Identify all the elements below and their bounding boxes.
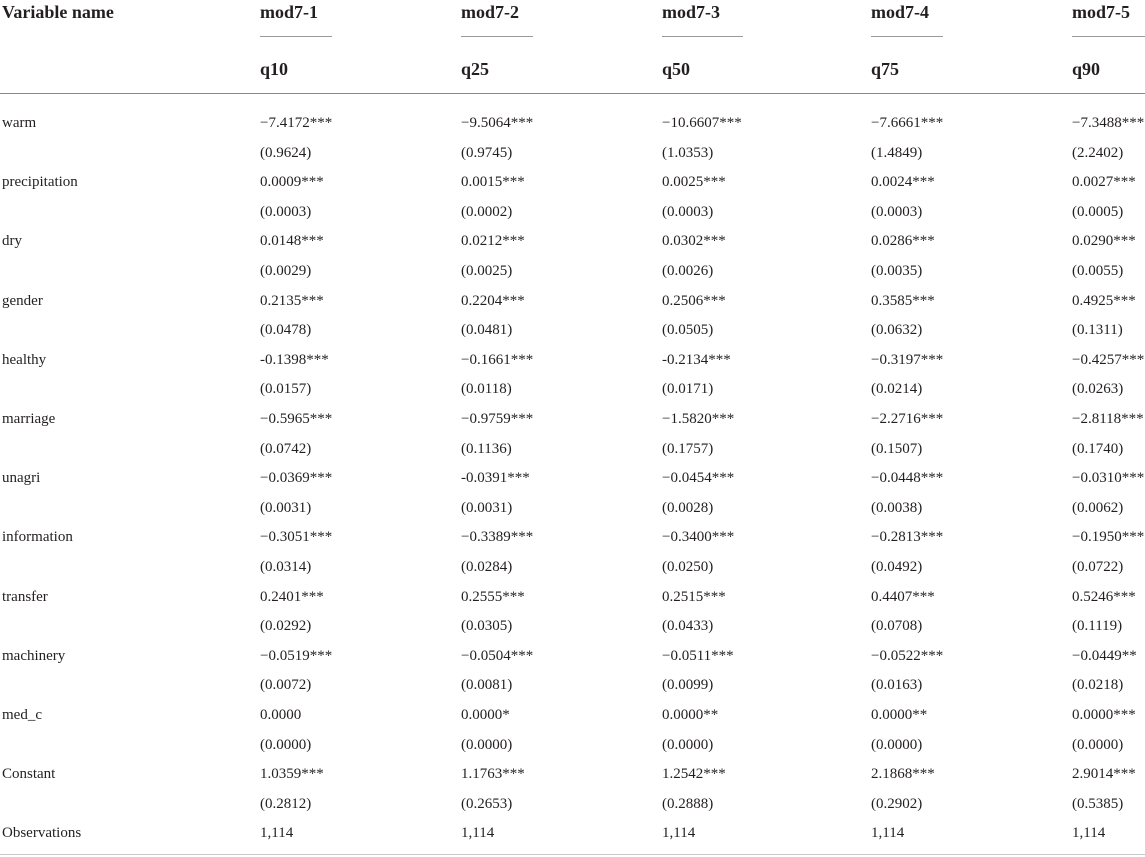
se-cell: (0.0492) xyxy=(871,559,923,575)
se-cell: (0.2902) xyxy=(871,796,923,812)
se-cell: (0.0035) xyxy=(871,263,923,279)
coef-cell: −0.4257*** xyxy=(1072,352,1145,368)
coef-cell: 0.0148*** xyxy=(260,233,324,249)
se-cell: (0.0171) xyxy=(662,381,714,397)
se-cell: (0.0003) xyxy=(260,204,312,220)
coef-cell: −0.0511*** xyxy=(662,648,734,664)
coef-cell: 0.0286*** xyxy=(871,233,935,249)
se-cell: (0.0263) xyxy=(1072,381,1124,397)
coef-cell: −1.5820*** xyxy=(662,411,735,427)
se-cell: (2.2402) xyxy=(1072,145,1124,161)
se-cell: (0.0433) xyxy=(662,618,714,634)
row-label: warm xyxy=(2,115,37,131)
coef-cell: −0.0448*** xyxy=(871,470,944,486)
coef-cell: −0.3197*** xyxy=(871,352,944,368)
quantile-header-1: q10 xyxy=(260,59,289,79)
se-cell: (0.0025) xyxy=(461,263,513,279)
se-cell: (0.0218) xyxy=(1072,677,1124,693)
coef-cell: −0.3389*** xyxy=(461,529,534,545)
row-label: Constant xyxy=(2,766,56,782)
se-cell: (0.0005) xyxy=(1072,204,1124,220)
model-header-2: mod7-2 xyxy=(461,2,519,22)
coef-cell: 0.4407*** xyxy=(871,589,935,605)
coef-cell: 0.0027*** xyxy=(1072,174,1136,190)
coef-cell: 0.2401*** xyxy=(260,589,324,605)
se-cell: (0.0000) xyxy=(662,737,714,753)
se-cell: (0.0038) xyxy=(871,500,923,516)
coef-cell: 0.4925*** xyxy=(1072,293,1136,309)
coef-cell: 1,114 xyxy=(461,825,495,841)
se-cell: (0.0284) xyxy=(461,559,513,575)
coef-cell: 0.0212*** xyxy=(461,233,525,249)
coef-cell: 1,114 xyxy=(260,825,294,841)
model-header-5: mod7-5 xyxy=(1072,2,1130,22)
se-cell: (0.1311) xyxy=(1072,322,1123,338)
se-cell: (0.0214) xyxy=(871,381,923,397)
coef-cell: −0.0504*** xyxy=(461,648,534,664)
row-label: transfer xyxy=(2,589,48,605)
se-cell: (0.0062) xyxy=(1072,500,1124,516)
row-label: machinery xyxy=(2,648,66,664)
se-cell: (0.0722) xyxy=(1072,559,1124,575)
se-cell: (0.0632) xyxy=(871,322,923,338)
se-cell: (0.0099) xyxy=(662,677,714,693)
se-cell: (0.0000) xyxy=(260,737,312,753)
coef-cell: −0.0522*** xyxy=(871,648,944,664)
se-cell: (0.0314) xyxy=(260,559,312,575)
se-cell: (0.2812) xyxy=(260,796,312,812)
coef-cell: −0.0369*** xyxy=(260,470,333,486)
coef-cell: 0.0015*** xyxy=(461,174,525,190)
se-cell: (0.0000) xyxy=(461,737,513,753)
se-cell: (0.0118) xyxy=(461,381,512,397)
coef-cell: 0.2135*** xyxy=(260,293,324,309)
row-label: unagri xyxy=(2,470,41,486)
coef-cell: −0.0310*** xyxy=(1072,470,1145,486)
se-cell: (0.0481) xyxy=(461,322,513,338)
se-cell: (0.0000) xyxy=(1072,737,1124,753)
coef-cell: 0.0009*** xyxy=(260,174,324,190)
coef-cell: 0.0000*** xyxy=(1072,707,1136,723)
se-cell: (0.0003) xyxy=(662,204,714,220)
coef-cell: −0.1950*** xyxy=(1072,529,1145,545)
coef-cell: −0.0519*** xyxy=(260,648,333,664)
coef-cell: 0.0024*** xyxy=(871,174,935,190)
coef-cell: −2.8118*** xyxy=(1072,411,1144,427)
coef-cell: −0.1661*** xyxy=(461,352,534,368)
row-label: healthy xyxy=(2,352,47,368)
coef-cell: 2.1868*** xyxy=(871,766,935,782)
coef-cell: −9.5064*** xyxy=(461,115,534,131)
variable-name-header: Variable name xyxy=(2,2,114,22)
quantile-header-2: q25 xyxy=(461,59,490,79)
row-label: marriage xyxy=(2,411,56,427)
se-cell: (0.1507) xyxy=(871,441,923,457)
se-cell: (0.0000) xyxy=(871,737,923,753)
model-header-3: mod7-3 xyxy=(662,2,720,22)
se-cell: (0.9745) xyxy=(461,145,513,161)
se-cell: (0.0002) xyxy=(461,204,513,220)
se-cell: (0.0055) xyxy=(1072,263,1124,279)
se-cell: (0.2653) xyxy=(461,796,513,812)
se-cell: (0.1119) xyxy=(1072,618,1123,634)
coef-cell: −0.2813*** xyxy=(871,529,944,545)
coef-cell: 0.3585*** xyxy=(871,293,935,309)
coef-cell: −2.2716*** xyxy=(871,411,944,427)
coef-cell: 0.0000** xyxy=(871,707,928,723)
se-cell: (0.1136) xyxy=(461,441,512,457)
coef-cell: 1,114 xyxy=(662,825,696,841)
se-cell: (1.0353) xyxy=(662,145,714,161)
coef-cell: 0.0290*** xyxy=(1072,233,1136,249)
bottom-rule xyxy=(0,854,1145,855)
se-cell: (1.4849) xyxy=(871,145,923,161)
coef-cell: −0.0449** xyxy=(1072,648,1137,664)
se-cell: (0.0157) xyxy=(260,381,312,397)
row-label: gender xyxy=(2,293,43,309)
se-cell: (0.0478) xyxy=(260,322,312,338)
se-cell: (0.0292) xyxy=(260,618,312,634)
coef-cell: 0.0000* xyxy=(461,707,510,723)
row-label: dry xyxy=(2,233,22,249)
coef-cell: 0.5246*** xyxy=(1072,589,1136,605)
row-label: information xyxy=(2,529,73,545)
row-label: med_c xyxy=(2,707,42,723)
coef-cell: 1,114 xyxy=(871,825,905,841)
se-cell: (0.1757) xyxy=(662,441,714,457)
coef-cell: 0.0302*** xyxy=(662,233,726,249)
se-cell: (0.0029) xyxy=(260,263,312,279)
se-cell: (0.0072) xyxy=(260,677,312,693)
coef-cell: −0.9759*** xyxy=(461,411,534,427)
quantile-header-3: q50 xyxy=(662,59,691,79)
coef-cell: 0.0000** xyxy=(662,707,719,723)
coef-cell: −0.3051*** xyxy=(260,529,333,545)
coef-cell: −0.0454*** xyxy=(662,470,735,486)
coef-cell: 1,114 xyxy=(1072,825,1106,841)
coef-cell: 0.2555*** xyxy=(461,589,525,605)
se-cell: (0.0505) xyxy=(662,322,714,338)
coef-cell: −7.4172*** xyxy=(260,115,333,131)
se-cell: (0.0026) xyxy=(662,263,714,279)
coef-cell: −0.3400*** xyxy=(662,529,735,545)
quantile-header-5: q90 xyxy=(1072,59,1101,79)
se-cell: (0.0708) xyxy=(871,618,923,634)
se-cell: (0.9624) xyxy=(260,145,312,161)
se-cell: (0.0305) xyxy=(461,618,513,634)
se-cell: (0.0081) xyxy=(461,677,513,693)
coef-cell: 0.0025*** xyxy=(662,174,726,190)
se-cell: (0.1740) xyxy=(1072,441,1124,457)
se-cell: (0.5385) xyxy=(1072,796,1124,812)
se-cell: (0.0031) xyxy=(461,500,513,516)
coef-cell: 0.2204*** xyxy=(461,293,525,309)
coef-cell: −7.3488*** xyxy=(1072,115,1145,131)
coef-cell: -0.2134*** xyxy=(662,352,731,368)
se-cell: (0.0003) xyxy=(871,204,923,220)
coef-cell: 0.2506*** xyxy=(662,293,726,309)
coef-cell: 1.2542*** xyxy=(662,766,726,782)
coef-cell: −0.5965*** xyxy=(260,411,333,427)
model-header-4: mod7-4 xyxy=(871,2,929,22)
coef-cell: -0.1398*** xyxy=(260,352,329,368)
se-cell: (0.2888) xyxy=(662,796,714,812)
coef-cell: 0.0000 xyxy=(260,707,302,723)
coef-cell: 1.0359*** xyxy=(260,766,324,782)
se-cell: (0.0742) xyxy=(260,441,312,457)
quantile-header-4: q75 xyxy=(871,59,900,79)
coef-cell: 2.9014*** xyxy=(1072,766,1136,782)
coef-cell: −7.6661*** xyxy=(871,115,944,131)
coef-cell: 0.2515*** xyxy=(662,589,726,605)
coef-cell: -0.0391*** xyxy=(461,470,530,486)
se-cell: (0.0031) xyxy=(260,500,312,516)
model-header-1: mod7-1 xyxy=(260,2,318,22)
coef-cell: 1.1763*** xyxy=(461,766,525,782)
coef-cell: −10.6607*** xyxy=(662,115,742,131)
se-cell: (0.0250) xyxy=(662,559,714,575)
se-cell: (0.0028) xyxy=(662,500,714,516)
se-cell: (0.0163) xyxy=(871,677,923,693)
row-label: precipitation xyxy=(2,174,78,190)
row-label: Observations xyxy=(2,825,82,841)
